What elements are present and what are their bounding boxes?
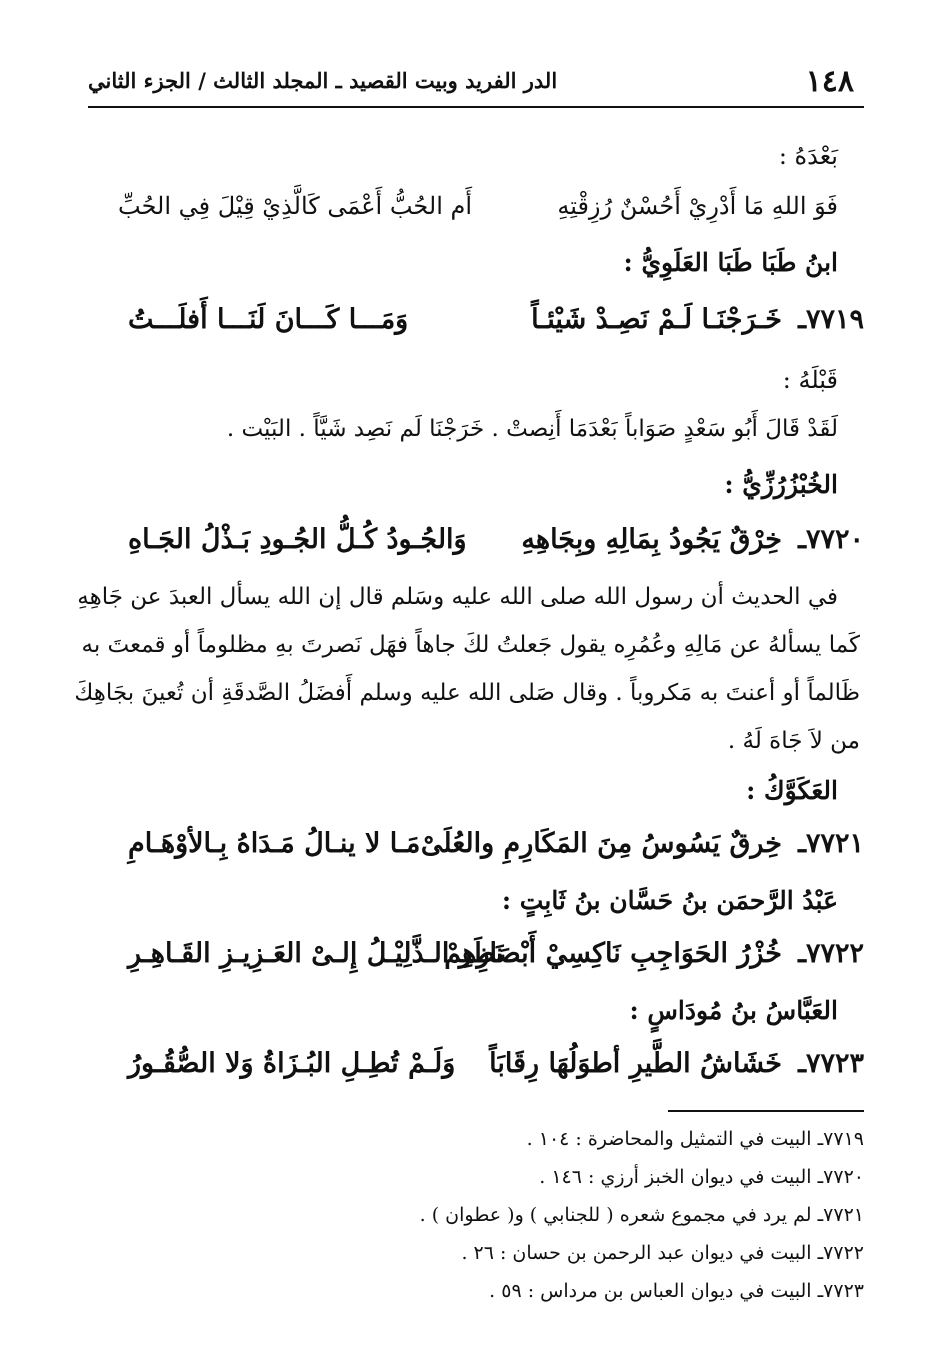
verse-hemistich-second: وَالجُـودُ كُـلُّ الجُـودِ بَـذْلُ الجَـاهِ xyxy=(128,524,467,555)
verse-hemistich-second: مَـا لا ينـالُ مَـدَاهُ بِـالأوْهَـامِ xyxy=(128,828,421,859)
verse-hemistich-first: خَـرَجْنَـا لَـمْ نَصِـدْ شَيْئـاً xyxy=(531,304,782,335)
footnote: ٧٧١٩ـ البيت في التمثيل والمحاضرة : ١٠٤ . xyxy=(526,1128,864,1150)
verse-hemistich-second: وَلَـمْ تُطِـلِ البُـزَاةُ وَلا الصُّقُـورُ xyxy=(128,1048,456,1079)
poet-name: ابنُ طَبَا طَبَا العَلَوِيُّ : xyxy=(623,248,838,277)
document-page xyxy=(74,0,864,1368)
verse-number: ٧٧١٩ـ xyxy=(798,304,864,335)
verse-hemistich-first: فَوَ اللهِ مَا أَدْرِيْ أَحُسْنٌ رُزِقْتِهِ xyxy=(557,192,838,220)
verse-number: ٧٧٢٢ـ xyxy=(798,938,864,969)
verse-hemistich-first: خِرْقٌ يَجُودُ بِمَالِهِ وبِجَاهِهِ xyxy=(521,524,782,555)
footnote: ٧٧٢١ـ لم يرد في مجموع شعره ( للجنابي ) و( عطوان ) . xyxy=(419,1204,864,1226)
verse-hemistich-first: خُزْرُ الحَوَاجِبِ نَاكِسِيْ أَبْصَارِهِمْ xyxy=(444,938,782,969)
running-head: الدر الفريد وبيت القصيد ـ المجلد الثالث / الجزء الثاني xyxy=(88,68,558,93)
poet-name: عَبْدُ الرَّحمَن بنُ حَسَّان بنُ ثَابِتٍ : xyxy=(501,886,838,915)
verse-hemistich-first: خَشَاشُ الطَّيرِ أطوَلُهَا رِقَابَاً xyxy=(489,1048,782,1079)
verse-number: ٧٧٢١ـ xyxy=(798,828,864,859)
poet-name: العَبَّاسُ بنُ مُودَاسٍ : xyxy=(629,996,838,1025)
verse-hemistich-first: خِرقٌ يَسُوسُ مِنَ المَكَارِمِ والعُلَىْ xyxy=(420,828,782,859)
prose-line: من لاَ جَاهَ لَهُ . xyxy=(727,728,860,754)
footnote-separator xyxy=(668,1110,864,1112)
verse-hemistich-second: نَظَر الـذَّلِيْـلُ إِلـىْ العَـزِيـزِ القَـاهِـرِ xyxy=(128,938,504,969)
poet-name: العَكَوَّكُ : xyxy=(746,776,838,805)
page-header xyxy=(88,60,864,108)
intro-before: قَبْلَهُ : xyxy=(782,366,838,394)
verse-hemistich-second: أَم الحُبُّ أَعْمَى كَالَّذِيْ قِيْلَ فِي الحُبِّ xyxy=(118,192,473,220)
poet-name: الخُبْزُرُزِّيُّ : xyxy=(724,470,838,499)
prose-line: لَقَدْ قَالَ أَبُو سَعْدٍ صَوَاباً بَعْدَمَا أَنِصتْ . خَرَجْنَا لَم نَصِد شَيَّاً . البَيْت . xyxy=(226,416,838,442)
verse-hemistich-second: وَمَـــا كَـــانَ لَنَـــا أَفلَـــتُ xyxy=(128,304,409,335)
intro-after: بَعْدَهُ : xyxy=(778,142,838,170)
prose-line: ظَالماً أو أعنتَ به مَكروباً . وقال صَلى الله عليه وسلم أَفضَلُ الصَّدقَةِ أن تُعينَ بجَاهِكَ xyxy=(74,680,860,706)
page-number: ١٤٨ xyxy=(805,64,854,99)
verse-number: ٧٧٢٣ـ xyxy=(798,1048,864,1079)
footnote: ٧٧٢٠ـ البيت في ديوان الخبز أرزي : ١٤٦ . xyxy=(539,1166,864,1188)
footnote: ٧٧٢٣ـ البيت في ديوان العباس بن مرداس : ٥٩ . xyxy=(489,1280,864,1302)
prose-line: كَما يسألهُ عن مَالِهِ وعُمُرِه يقول جَعلتُ لكَ جاهاً فهَل نَصرتَ بهِ مظلوماً أو قمعتَ به xyxy=(81,632,860,658)
verse-number: ٧٧٢٠ـ xyxy=(798,524,864,555)
footnote: ٧٧٢٢ـ البيت في ديوان عبد الرحمن بن حسان : ٢٦ . xyxy=(461,1242,864,1264)
prose-line: في الحديث أن رسول الله صلى الله عليه وسَلم قال إن الله يسأل العبدَ عن جَاهِهِ xyxy=(77,584,838,610)
